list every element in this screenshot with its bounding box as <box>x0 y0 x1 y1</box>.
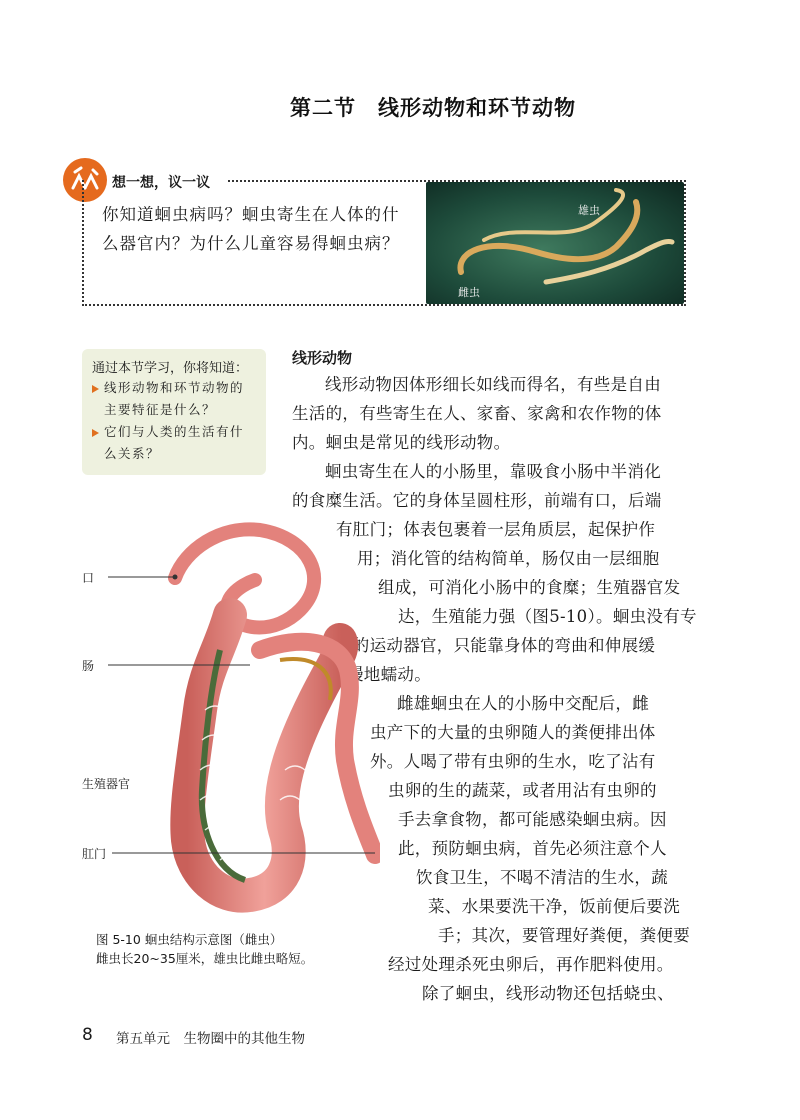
body-line: 此，预防蛔虫病，首先必须注意个人 <box>398 839 667 858</box>
body-line: 组成，可消化小肠中的食糜；生殖器官发 <box>378 578 681 597</box>
caption-title: 图 5-10 蛔虫结构示意图（雌虫） <box>96 932 283 947</box>
bullet-icon <box>92 385 99 393</box>
objective-item: 它们与人类的生活有什么关系？ <box>104 424 245 461</box>
body-line: 经过处理杀死虫卵后，再作肥料使用。 <box>388 955 674 974</box>
bullet-icon <box>92 429 99 437</box>
think-discuss-question: 你知道蛔虫病吗？蛔虫寄生在人体的什么器官内？为什么儿童容易得蛔虫病？ <box>102 205 400 253</box>
body-line: 线形动物因体形细长如线而得名，有些是自由 <box>325 375 661 394</box>
roundworm-diagram <box>80 510 380 930</box>
photo-label-female: 雌虫 <box>458 286 480 299</box>
label-intestine: 肠 <box>82 659 95 673</box>
label-mouth: 口 <box>82 571 95 585</box>
subsection-heading: 线形动物 <box>292 349 353 367</box>
think-discuss-title: 想一想，议一议 <box>112 175 210 191</box>
body-line: 手；其次，要管理好粪便，粪便要 <box>438 926 690 945</box>
body-line: 达，生殖能力强（图5-10）。蛔虫没有专 <box>398 607 697 626</box>
body-line: 除了蛔虫，线形动物还包括蛲虫、 <box>422 984 674 1003</box>
body-line: 菜、水果要洗干净，饭前便后要洗 <box>428 897 680 916</box>
body-line: 手去拿食物，都可能感染蛔虫病。因 <box>398 810 667 829</box>
section-title: 第二节 线形动物和环节动物 <box>290 96 576 120</box>
body-line: 蛔虫寄生在人的小肠里，靠吸食小肠中半消化 <box>325 462 661 481</box>
body-line: 有肛门；体表包裹着一层角质层，起保护作 <box>336 520 656 539</box>
learning-objectives-box <box>82 349 266 475</box>
label-reproductive-organ: 生殖器官 <box>82 777 131 791</box>
objective-item: 线形动物和环节动物的主要特征是什么？ <box>104 380 245 417</box>
body-line: 虫产下的大量的虫卵随人的粪便排出体 <box>370 723 656 742</box>
body-line: 饮食卫生，不喝不清洁的生水，蔬 <box>416 868 668 887</box>
objectives-lead: 通过本节学习，你将知道： <box>92 361 249 376</box>
body-line: 虫卵的生的蔬菜，或者用沾有虫卵的 <box>388 781 657 800</box>
body-line: 门的运动器官，只能靠身体的弯曲和伸展缓 <box>336 636 656 655</box>
roundworm-photo <box>426 182 684 304</box>
body-line: 内。蛔虫是常见的线形动物。 <box>292 433 511 452</box>
caption-note: 雌虫长20~35厘米，雄虫比雌虫略短。 <box>96 951 314 966</box>
figure-caption <box>96 930 313 968</box>
photo-label-male: 雄虫 <box>578 204 600 217</box>
body-line: 用；消化管的结构简单，肠仅由一层细胞 <box>357 549 660 568</box>
body-line: 雌雄蛔虫在人的小肠中交配后，雌 <box>397 694 649 713</box>
body-line: 生活的，有些寄生在人、家畜、家禽和农作物的体 <box>292 404 662 423</box>
label-anus: 肛门 <box>82 847 107 861</box>
body-line: 外。人喝了带有虫卵的生水，吃了沾有 <box>370 752 656 771</box>
body-line: 的食糜生活。它的身体呈圆柱形，前端有口，后端 <box>292 491 662 510</box>
page-number: 8 <box>82 1025 93 1045</box>
running-footer: 第五单元 生物圈中的其他生物 <box>116 1031 305 1047</box>
body-line: 慢地蠕动。 <box>347 665 431 684</box>
